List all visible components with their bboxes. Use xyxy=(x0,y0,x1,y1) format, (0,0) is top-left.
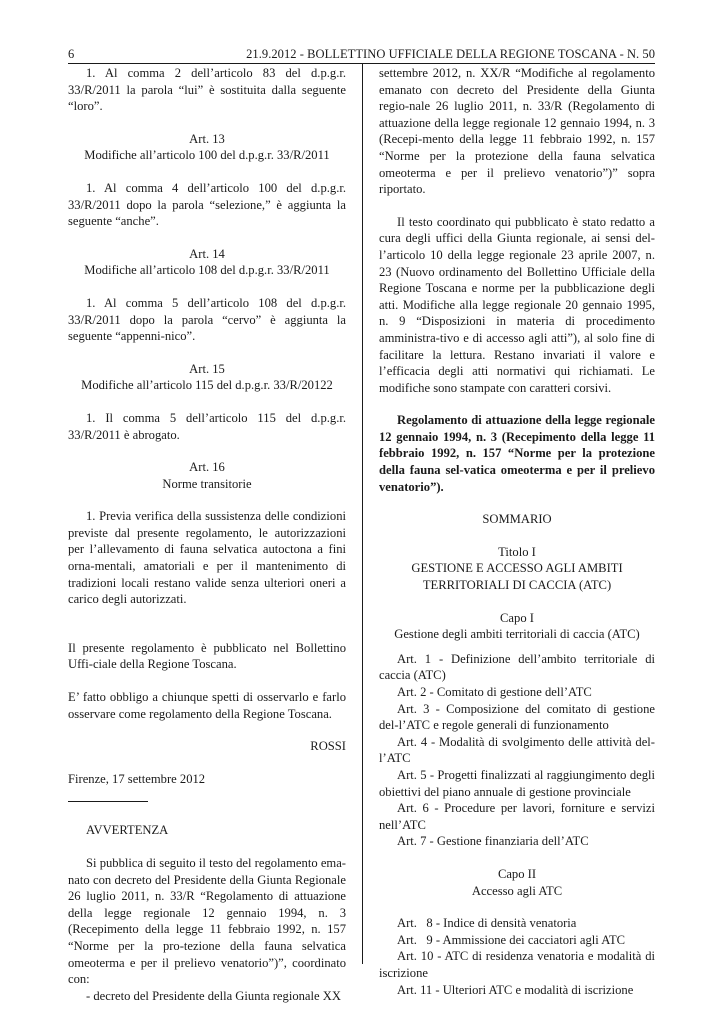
toc-item: Art. 1 - Definizione dell’ambito territoriale di caccia (ATC) xyxy=(379,651,655,683)
continued-text: settembre 2012, n. XX/R “Modifiche al regolamento emanato con decreto del Presidente della Giunta regio-nale 26 luglio 2011, n. 33/R (Regolamento di attuazione della legge regionale 12 gennaio 1994, n. 3 (Recepi-mento della legge 11 febbraio 1992, n. 157 “Norme per la protezione della fauna selvatica omeoterma e per il prelievo venatorio”)” sopra riportato. xyxy=(379,66,655,197)
toc-item: Art. 8 - Indice di densità venatoria xyxy=(397,916,577,931)
column-divider xyxy=(362,64,363,964)
art15-title: Modifiche all’articolo 115 del d.p.g.r. 33/R/20122 xyxy=(81,378,333,393)
art14-text: 1. Al comma 5 dell’articolo 108 del d.p.g.r. 33/R/2011 dopo la parola “cervo” è aggiunta la seguente “appenni-nico”. xyxy=(68,295,346,344)
toc-item: Art. 7 - Gestione finanziaria dell’ATC xyxy=(397,834,589,849)
art14-title: Modifiche all’articolo 108 del d.p.g.r. 33/R/2011 xyxy=(84,263,330,278)
capo-2-name: Accesso agli ATC xyxy=(471,883,563,898)
art16-title: Norme transitorie xyxy=(162,476,252,491)
toc-item: Art. 10 - ATC di residenza venatoria e modalità di iscrizione xyxy=(379,949,655,980)
art14-heading: Art. 14 xyxy=(189,246,225,261)
toc-item: Art. 9 - Ammissione dei cacciatori agli ATC xyxy=(397,932,626,947)
toc-item: Art. 11 - Ulteriori ATC e modalità di iscrizione xyxy=(397,982,634,997)
avvertenza-text: Si pubblica di seguito il testo del regolamento ema-nato con decreto del Presidente della Giunta Regionale 26 luglio 2011, n. 33/R “Regolamento di attuazione della legge regionale 12 gennaio 1994, n. 3 (Recepimento della legge 11 febbraio 1992, n. 157 “Norme per la pro-tezione della fauna selvatica omeoterma e per il prelievo venatorio”)”, coordinato con: xyxy=(68,856,346,987)
art15-text: 1. Il comma 5 dell’articolo 115 del d.p.g.r. 33/R/2011 è abrogato. xyxy=(68,410,346,442)
avvertenza-item: - decreto del Presidente della Giunta regionale XX xyxy=(86,988,341,1003)
art13-heading: Art. 13 xyxy=(189,131,225,146)
header-title: 21.9.2012 - BOLLETTINO UFFICIALE DELLA REGIONE TOSCANA - N. 50 xyxy=(246,47,655,61)
left-column xyxy=(68,65,346,1004)
capo-1-name: Gestione degli ambiti territoriali di caccia (ATC) xyxy=(394,627,640,642)
titolo-1-heading: Titolo I xyxy=(498,544,536,559)
regulation-title: Regolamento di attuazione della legge regionale 12 gennaio 1994, n. 3 (Recepimento della legge 11 febbraio 1992, n. 157 “Norme per la protezione della fauna sel-vatica omeoterma e per il prelievo venatorio”). xyxy=(379,413,655,494)
capo-2-heading: Capo II xyxy=(497,866,537,881)
art13-text: 1. Al comma 4 dell’articolo 100 del d.p.g.r. 33/R/2011 dopo la parola “selezione,” è aggiunta la seguente “anche”. xyxy=(68,180,346,229)
art16-text: 1. Previa verifica della sussistenza delle condizioni previste dal presente regolamento, le autorizzazioni per l’allevamento di fauna selvatica autoctona a fini orna-mentali, amatoriali e per il mantenimento di tradizioni locali restano valide senza ulteriori oneri a carico degli autorizzati. xyxy=(68,509,346,607)
art16-heading: Art. 16 xyxy=(189,460,225,475)
place-date: Firenze, 17 settembre 2012 xyxy=(68,771,206,786)
toc-item: Art. 3 - Composizione del comitato di gestione del-l’ATC e regole generali di funzionamento xyxy=(379,701,655,733)
right-column xyxy=(379,65,655,998)
titolo-1-name: GESTIONE E ACCESSO AGLI AMBITI TERRITORIALI DI CACCIA (ATC) xyxy=(411,561,623,593)
coordinated-text-note: Il testo coordinato qui pubblicato è stato redatto a cura degli uffici della Giunta regionale, ai sensi del-l’articolo 10 della legge regionale 23 aprile 2007, n. 23 (Nuovo ordinamento del Bollettino Ufficiale della Regione Toscana e norme per la pubblicazione degli atti. Modifiche alla legge regionale 20 gennaio 1995, n. 9 “Disposizioni in materia di procedimento amministra-tivo e di accesso agli atti”), al solo fine di facilitare la lettura. Restano invariati il valore e l’efficacia degli atti normativi qui richiamati. Le modifiche sono stampate con caratteri corsivi. xyxy=(379,214,655,395)
toc-item: Art. 4 - Modalità di svolgimento delle attività del-l’ATC xyxy=(379,734,655,766)
art15-heading: Art. 15 xyxy=(189,361,225,376)
toc-item: Art. 2 - Comitato di gestione dell’ATC xyxy=(397,685,592,699)
publication-note: Il presente regolamento è pubblicato nel Bollettino Uffi-ciale della Regione Toscana. xyxy=(68,640,346,672)
toc-item: Art. 5 - Progetti finalizzati al raggiungimento degli obiettivi del piano annuale di gestione provinciale xyxy=(379,767,655,799)
avvertenza-heading: AVVERTENZA xyxy=(86,823,169,838)
capo-1-heading: Capo I xyxy=(500,610,534,625)
sommario-heading: SOMMARIO xyxy=(482,512,552,527)
toc-item: Art. 6 - Procedure per lavori, forniture e servizi nell’ATC xyxy=(379,801,655,832)
paragraph-art12-comma: 1. Al comma 2 dell’articolo 83 del d.p.g.r. 33/R/2011 la parola “lui” è sostituita dalla seguente “loro”. xyxy=(68,66,346,114)
page-header xyxy=(68,46,655,62)
signature: ROSSI xyxy=(310,739,346,754)
page-number: 6 xyxy=(68,47,75,61)
art13-title: Modifiche all’articolo 100 del d.p.g.r. 33/R/2011 xyxy=(84,148,330,163)
obligation-note: E’ fatto obbligo a chiunque spetti di osservarlo e farlo osservare come regolamento della Regione Toscana. xyxy=(68,690,346,721)
